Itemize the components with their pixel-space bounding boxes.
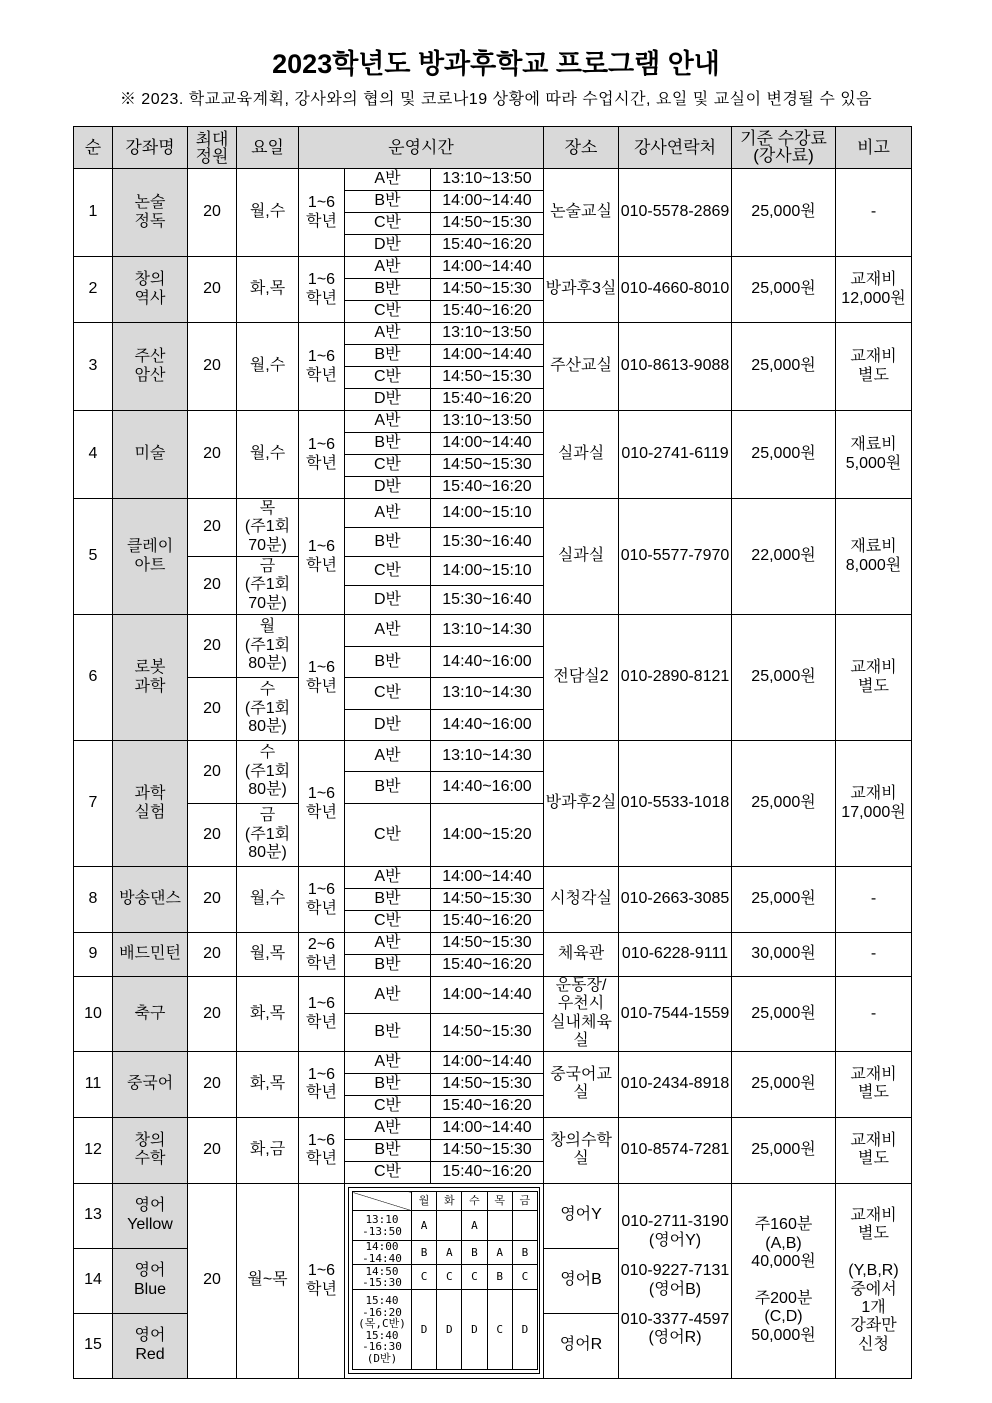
course-number: 5	[74, 499, 113, 615]
class-label: C반	[345, 557, 431, 586]
class-cell	[512, 1211, 537, 1241]
class-time: 14:50~15:30	[431, 455, 544, 477]
capacity: 20	[188, 499, 237, 557]
time-cell: 14:00 -14:40	[353, 1241, 412, 1265]
class-time: 14:00~14:40	[431, 1051, 544, 1073]
class-cell	[437, 1211, 462, 1241]
capacity: 20	[188, 615, 237, 678]
weekday-header: 화	[437, 1192, 462, 1211]
class-cell: D	[437, 1290, 462, 1370]
place: 창의수학실	[544, 1117, 619, 1183]
class-label: B반	[345, 955, 431, 977]
note: -	[836, 169, 912, 257]
class-label: B반	[345, 889, 431, 911]
course-number: 4	[74, 411, 113, 499]
grade: 1~6 학년	[299, 1117, 345, 1183]
capacity: 20	[188, 169, 237, 257]
class-time: 14:50~15:30	[431, 933, 544, 955]
note: 교재비 별도	[836, 615, 912, 741]
class-label: C반	[345, 911, 431, 933]
class-cell: C	[487, 1290, 512, 1370]
class-label: D반	[345, 389, 431, 411]
class-cell: A	[462, 1211, 487, 1241]
instructor-phone: 010-2434-8918	[619, 1051, 732, 1117]
header-capacity: 최대 정원	[188, 127, 237, 169]
weekday-header: 목	[487, 1192, 512, 1211]
days: 월,목	[237, 933, 299, 977]
capacity: 20	[188, 1183, 237, 1378]
class-label: A반	[345, 1117, 431, 1139]
table-row	[74, 169, 912, 191]
course-name: 축구	[113, 977, 188, 1052]
class-time: 14:00~15:10	[431, 499, 544, 528]
fee: 25,000원	[732, 169, 836, 257]
header-fee: 기준 수강료 (강사료)	[732, 127, 836, 169]
table-row	[74, 1051, 912, 1073]
class-time: 14:40~16:00	[431, 772, 544, 804]
class-label: B반	[345, 345, 431, 367]
days: 수 (주1회 80분)	[237, 678, 299, 741]
table-row	[74, 499, 912, 528]
days: 수 (주1회 80분)	[237, 741, 299, 804]
grade: 1~6 학년	[299, 499, 345, 615]
instructor-phone: 010-5578-2869	[619, 169, 732, 257]
class-time: 15:40~16:20	[431, 1161, 544, 1183]
instructor-phone: 010-7544-1559	[619, 977, 732, 1052]
instructor-phone: 010-2663-3085	[619, 867, 732, 933]
class-label: A반	[345, 741, 431, 772]
instructor-phone: 010-2741-6119	[619, 411, 732, 499]
capacity: 20	[188, 557, 237, 615]
class-label: D반	[345, 709, 431, 741]
capacity: 20	[188, 411, 237, 499]
class-time: 14:50~15:30	[431, 1073, 544, 1095]
place: 방과후2실	[544, 741, 619, 867]
class-label: B반	[345, 646, 431, 678]
class-time: 14:40~16:00	[431, 646, 544, 678]
time-cell: 14:50 -15:30	[353, 1265, 412, 1290]
instructor-phone: 010-8613-9088	[619, 323, 732, 411]
note: 재료비 5,000원	[836, 411, 912, 499]
course-number: 15	[74, 1313, 113, 1378]
header-days: 요일	[237, 127, 299, 169]
english-schedule	[345, 1183, 544, 1378]
days: 월,수	[237, 411, 299, 499]
table-row	[74, 615, 912, 647]
course-name: 영어 Red	[113, 1313, 188, 1378]
days: 월,수	[237, 867, 299, 933]
class-time: 14:00~14:40	[431, 977, 544, 1014]
grade: 1~6 학년	[299, 1183, 345, 1378]
capacity: 20	[188, 977, 237, 1052]
table-row	[74, 867, 912, 889]
time-cell: 13:10 -13:50	[353, 1211, 412, 1241]
place: 전담실2	[544, 615, 619, 741]
class-label: B반	[345, 528, 431, 557]
class-cell: B	[462, 1241, 487, 1265]
fee: 주160분 (A,B) 40,000원 주200분 (C,D) 50,000원	[732, 1183, 836, 1378]
class-time: 14:50~15:30	[431, 1014, 544, 1051]
diagonal-header-cell	[353, 1192, 412, 1211]
class-time: 14:50~15:30	[431, 1139, 544, 1161]
fee: 25,000원	[732, 1051, 836, 1117]
class-label: A반	[345, 615, 431, 647]
class-time: 15:30~16:40	[431, 586, 544, 615]
class-time: 15:40~16:20	[431, 1095, 544, 1117]
grade: 1~6 학년	[299, 977, 345, 1052]
course-name: 주산 암산	[113, 323, 188, 411]
class-label: D반	[345, 586, 431, 615]
class-time: 14:50~15:30	[431, 279, 544, 301]
class-cell: C	[512, 1265, 537, 1290]
class-time: 14:00~14:40	[431, 257, 544, 279]
course-number: 10	[74, 977, 113, 1052]
class-time: 15:40~16:20	[431, 389, 544, 411]
place: 실과실	[544, 411, 619, 499]
class-time: 14:00~14:40	[431, 867, 544, 889]
capacity: 20	[188, 323, 237, 411]
grade: 1~6 학년	[299, 257, 345, 323]
class-label: A반	[345, 323, 431, 345]
days: 금 (주1회 70분)	[237, 557, 299, 615]
days: 화,목	[237, 1051, 299, 1117]
instructor-phone: 010-5533-1018	[619, 741, 732, 867]
instructor-phone: 010-5577-7970	[619, 499, 732, 615]
class-time: 14:40~16:00	[431, 709, 544, 741]
course-number: 2	[74, 257, 113, 323]
class-label: C반	[345, 1095, 431, 1117]
table-row	[74, 1183, 912, 1248]
class-label: C반	[345, 301, 431, 323]
capacity: 20	[188, 1051, 237, 1117]
course-number: 12	[74, 1117, 113, 1183]
class-label: C반	[345, 367, 431, 389]
note: 교재비 별도 (Y,B,R) 중에서 1개 강좌만 신청	[836, 1183, 912, 1378]
table-row	[74, 1117, 912, 1139]
grade: 1~6 학년	[299, 323, 345, 411]
class-time: 14:50~15:30	[431, 213, 544, 235]
class-label: C반	[345, 455, 431, 477]
capacity: 20	[188, 933, 237, 977]
table-row	[74, 323, 912, 345]
fee: 25,000원	[732, 977, 836, 1052]
class-cell: D	[512, 1290, 537, 1370]
table-row	[74, 257, 912, 279]
table-row	[74, 977, 912, 1014]
notice-text: ※ 2023. 학교교육계획, 강사와의 협의 및 코로나19 상황에 따라 수업시간, 요일 및 교실이 변경될 수 있음	[119, 91, 873, 108]
class-cell: B	[412, 1241, 437, 1265]
days: 금 (주1회 80분)	[237, 804, 299, 867]
class-label: A반	[345, 411, 431, 433]
class-cell: D	[462, 1290, 487, 1370]
instructor-phone: 010-8574-7281	[619, 1117, 732, 1183]
class-cell	[487, 1211, 512, 1241]
class-cell: B	[512, 1241, 537, 1265]
class-label: A반	[345, 867, 431, 889]
fee: 25,000원	[732, 867, 836, 933]
class-cell: B	[487, 1265, 512, 1290]
course-number: 6	[74, 615, 113, 741]
class-label: B반	[345, 772, 431, 804]
class-label: A반	[345, 499, 431, 528]
capacity: 20	[188, 804, 237, 867]
program-table	[73, 126, 912, 1379]
header-time: 운영시간	[299, 127, 544, 169]
class-label: D반	[345, 477, 431, 499]
course-number: 9	[74, 933, 113, 977]
class-time: 14:00~15:10	[431, 557, 544, 586]
course-name: 창의 수학	[113, 1117, 188, 1183]
place: 주산교실	[544, 323, 619, 411]
class-cell: D	[412, 1290, 437, 1370]
grade: 1~6 학년	[299, 1051, 345, 1117]
grade: 2~6 학년	[299, 933, 345, 977]
header-contact: 강사연락처	[619, 127, 732, 169]
place: 방과후3실	[544, 257, 619, 323]
course-name: 미술	[113, 411, 188, 499]
instructor-phone: 010-4660-8010	[619, 257, 732, 323]
table-row	[74, 411, 912, 433]
class-time: 14:00~14:40	[431, 345, 544, 367]
class-label: C반	[345, 678, 431, 710]
place: 영어Y	[544, 1183, 619, 1248]
capacity: 20	[188, 257, 237, 323]
course-name: 중국어	[113, 1051, 188, 1117]
place: 영어B	[544, 1248, 619, 1313]
course-number: 13	[74, 1183, 113, 1248]
class-label: A반	[345, 1051, 431, 1073]
class-label: A반	[345, 977, 431, 1014]
days: 화,금	[237, 1117, 299, 1183]
instructor-phone: 010-2890-8121	[619, 615, 732, 741]
course-name: 로봇 과학	[113, 615, 188, 741]
class-cell: C	[462, 1265, 487, 1290]
fee: 25,000원	[732, 257, 836, 323]
place: 영어R	[544, 1313, 619, 1378]
days: 월,수	[237, 323, 299, 411]
class-time: 13:10~14:30	[431, 678, 544, 710]
days: 목 (주1회 70분)	[237, 499, 299, 557]
class-time: 15:40~16:20	[431, 477, 544, 499]
class-cell: A	[412, 1211, 437, 1241]
note: 교재비 17,000원	[836, 741, 912, 867]
class-cell: C	[412, 1265, 437, 1290]
class-time: 14:00~14:40	[431, 433, 544, 455]
class-label: B반	[345, 191, 431, 213]
class-label: A반	[345, 257, 431, 279]
class-time: 15:40~16:20	[431, 235, 544, 257]
class-time: 15:40~16:20	[431, 955, 544, 977]
place: 실과실	[544, 499, 619, 615]
note: 교재비 별도	[836, 1117, 912, 1183]
course-number: 14	[74, 1248, 113, 1313]
course-number: 7	[74, 741, 113, 867]
capacity: 20	[188, 867, 237, 933]
note: 교재비 별도	[836, 323, 912, 411]
class-cell: C	[437, 1265, 462, 1290]
header-no: 순	[74, 127, 113, 169]
time-cell: 15:40 -16:20 (목,C반) 15:40 -16:30 (D반)	[353, 1290, 412, 1370]
class-time: 15:40~16:20	[431, 301, 544, 323]
class-label: C반	[345, 1161, 431, 1183]
note: -	[836, 867, 912, 933]
header-row	[74, 127, 912, 169]
page-title: 2023학년도 방과후학교 프로그램 안내	[272, 49, 720, 79]
fee: 25,000원	[732, 1117, 836, 1183]
class-label: B반	[345, 279, 431, 301]
course-name: 배드민턴	[113, 933, 188, 977]
fee: 25,000원	[732, 615, 836, 741]
fee: 25,000원	[732, 323, 836, 411]
class-time: 15:30~16:40	[431, 528, 544, 557]
class-time: 13:10~14:30	[431, 615, 544, 647]
class-time: 14:50~15:30	[431, 889, 544, 911]
days: 화,목	[237, 257, 299, 323]
place: 시청각실	[544, 867, 619, 933]
class-label: B반	[345, 433, 431, 455]
class-label: B반	[345, 1073, 431, 1095]
english-schedule-table	[352, 1191, 538, 1370]
grade: 1~6 학년	[299, 411, 345, 499]
class-label: D반	[345, 235, 431, 257]
course-name: 영어 Yellow	[113, 1183, 188, 1248]
class-label: A반	[345, 933, 431, 955]
instructor-phones	[619, 1183, 732, 1378]
fee: 30,000원	[732, 933, 836, 977]
table-row	[74, 933, 912, 955]
place: 체육관	[544, 933, 619, 977]
place: 운동장/ 우천시 실내체육실	[544, 977, 619, 1052]
course-number: 3	[74, 323, 113, 411]
class-time: 13:10~13:50	[431, 323, 544, 345]
note: 재료비 8,000원	[836, 499, 912, 615]
place: 논술교실	[544, 169, 619, 257]
grade: 1~6 학년	[299, 615, 345, 741]
class-label: B반	[345, 1139, 431, 1161]
grade: 1~6 학년	[299, 741, 345, 867]
fee: 25,000원	[732, 741, 836, 867]
class-label: B반	[345, 1014, 431, 1051]
capacity: 20	[188, 741, 237, 804]
course-name: 창의 역사	[113, 257, 188, 323]
weekday-header: 수	[462, 1192, 487, 1211]
course-name: 클레이 아트	[113, 499, 188, 615]
class-time: 15:40~16:20	[431, 911, 544, 933]
course-name: 논술 정독	[113, 169, 188, 257]
course-name: 영어 Blue	[113, 1248, 188, 1313]
class-label: A반	[345, 169, 431, 191]
header-place: 장소	[544, 127, 619, 169]
instructor-phone: 010-9227-7131 (영어B)	[620, 1262, 730, 1298]
class-cell: A	[487, 1241, 512, 1265]
instructor-phone: 010-3377-4597 (영어R)	[620, 1310, 730, 1347]
weekday-header: 월	[412, 1192, 437, 1211]
days: 월,수	[237, 169, 299, 257]
table-row	[74, 741, 912, 772]
note: -	[836, 977, 912, 1052]
course-name: 방송댄스	[113, 867, 188, 933]
days: 월~목	[237, 1183, 299, 1378]
class-time: 14:50~15:30	[431, 367, 544, 389]
header-note: 비고	[836, 127, 912, 169]
class-time: 13:10~13:50	[431, 169, 544, 191]
grade: 1~6 학년	[299, 867, 345, 933]
header-name: 강좌명	[113, 127, 188, 169]
capacity: 20	[188, 1117, 237, 1183]
class-time: 14:00~15:20	[431, 804, 544, 867]
fee: 25,000원	[732, 411, 836, 499]
note: 교재비 별도	[836, 1051, 912, 1117]
capacity: 20	[188, 678, 237, 741]
instructor-phone: 010-2711-3190 (영어Y)	[621, 1213, 729, 1249]
note: -	[836, 933, 912, 977]
days: 월 (주1회 80분)	[237, 615, 299, 678]
course-name: 과학 실험	[113, 741, 188, 867]
class-time: 13:10~14:30	[431, 741, 544, 772]
class-time: 14:00~14:40	[431, 1117, 544, 1139]
note: 교재비 12,000원	[836, 257, 912, 323]
days: 화,목	[237, 977, 299, 1052]
course-number: 8	[74, 867, 113, 933]
class-cell: A	[437, 1241, 462, 1265]
class-label: C반	[345, 213, 431, 235]
instructor-phone: 010-6228-9111	[619, 933, 732, 977]
course-number: 1	[74, 169, 113, 257]
course-number: 11	[74, 1051, 113, 1117]
fee: 22,000원	[732, 499, 836, 615]
grade: 1~6 학년	[299, 169, 345, 257]
class-time: 14:00~14:40	[431, 191, 544, 213]
class-label: C반	[345, 804, 431, 867]
place: 중국어교실	[544, 1051, 619, 1117]
class-time: 13:10~13:50	[431, 411, 544, 433]
weekday-header: 금	[512, 1192, 537, 1211]
